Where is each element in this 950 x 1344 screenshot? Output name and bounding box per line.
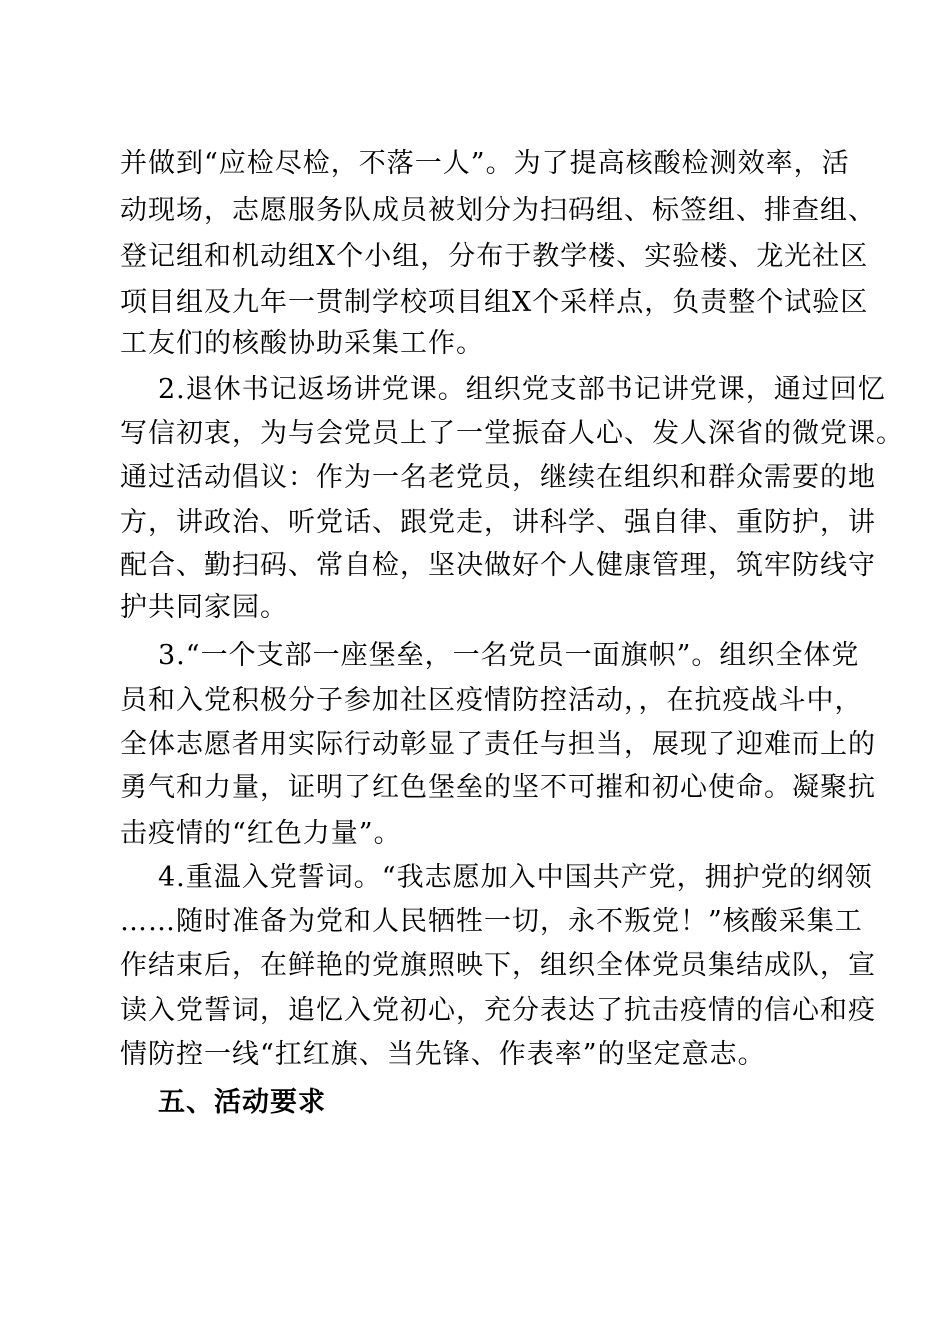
paragraph-line: 工友们的核酸协助采集工作。 — [120, 328, 484, 359]
paragraph-line: 读入党誓词，追忆入党初心，充分表达了抗击疫情的信心和疫 — [120, 995, 876, 1026]
paragraph-line: ……随时准备为党和人民牺牲一切，永不叛党！”核酸采集工 — [120, 906, 863, 937]
paragraph-line: 方，讲政治、听党话、跟党走，讲科学、强自律、重防护，讲 — [120, 507, 876, 538]
section-heading: 五、活动要求 — [158, 1087, 326, 1118]
paragraph-line: 全体志愿者用实际行动彰显了责任与担当，展现了迎难而上的 — [120, 729, 876, 760]
paragraph-line: 2.退休书记返场讲党课。组织党支部书记讲党课，通过回忆 — [158, 374, 886, 405]
paragraph-line: 勇气和力量，证明了红色堡垒的坚不可摧和初心使命。凝聚抗 — [120, 772, 876, 803]
paragraph-line: 登记组和机动组X个小组，分布于教学楼、实验楼、龙光社区 — [120, 241, 869, 272]
paragraph-line: 配合、勤扫码、常自检，坚决做好个人健康管理，筑牢防线守 — [120, 550, 876, 581]
paragraph-line: 写信初衷，为与会党员上了一堂振奋人心、发人深省的微党课。 — [120, 418, 904, 449]
paragraph-line: 动现场，志愿服务队成员被划分为扫码组、标签组、排查组、 — [120, 195, 876, 226]
paragraph-line: 4.重温入党誓词。“我志愿加入中国共产党，拥护党的纲领 — [158, 862, 873, 893]
paragraph-line: 员和入党积极分子参加社区疫情防控活动，，在抗疫战斗中， — [120, 685, 863, 716]
paragraph-line: 项目组及九年一贯制学校项目组X个采样点，负责整个试验区 — [120, 287, 869, 318]
paragraph-line: 并做到“应检尽检，不落一人”。为了提高核酸检测效率，活 — [120, 148, 850, 179]
paragraph-line: 护共同家园。 — [120, 592, 288, 623]
paragraph-line: 通过活动倡议：作为一名老党员，继续在组织和群众需要的地 — [120, 462, 876, 493]
paragraph-line: 击疫情的“红色力量”。 — [120, 818, 402, 849]
paragraph-line: 情防控一线“扛红旗、当先锋、作表率”的坚定意志。 — [120, 1039, 766, 1070]
paragraph-line: 作结束后，在鲜艳的党旗照映下，组织全体党员集结成队，宣 — [120, 950, 876, 981]
paragraph-line: 3.“一个支部一座堡垒，一名党员一面旗帜”。组织全体党 — [158, 640, 860, 671]
